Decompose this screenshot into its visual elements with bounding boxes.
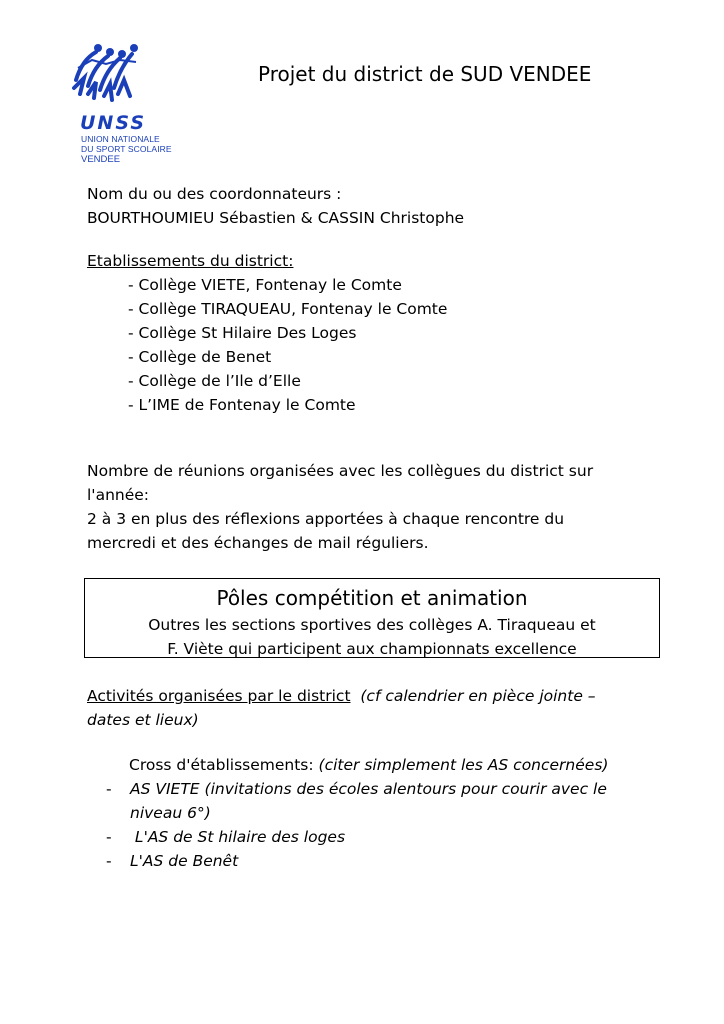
poles-line-1: Outres les sections sportives des collèges A. Tiraqueau et xyxy=(148,616,596,634)
runners-icon xyxy=(66,30,146,102)
cross-label: Cross d'établissements: xyxy=(129,756,314,774)
activities-line-1 xyxy=(87,684,647,708)
document-title: Projet du district de SUD VENDEE xyxy=(258,62,592,86)
list-item: - Collège St Hilaire Des Loges xyxy=(128,324,357,342)
logo-region: VENDEE xyxy=(81,154,121,165)
establishments-section xyxy=(87,249,447,417)
list-item xyxy=(87,777,630,825)
cross-heading xyxy=(87,753,630,777)
list-item: - Collège de l’Ile d’Elle xyxy=(128,372,301,390)
logo-acronym: UNSS xyxy=(80,112,147,134)
cross-item-line-1: L'AS de Benêt xyxy=(130,852,239,870)
establishments-list xyxy=(87,273,447,417)
activities-section xyxy=(87,684,647,732)
logo-line-1: UNION NATIONALE xyxy=(81,134,160,144)
list-item: - Collège TIRAQUEAU, Fontenay le Comte xyxy=(128,300,448,318)
poles-line-2: F. Viète qui participent aux championnats excellence xyxy=(167,640,577,658)
list-item: - Collège de Benet xyxy=(128,348,272,366)
coordinators-section xyxy=(87,182,464,230)
cross-note: (citer simplement les AS concernées) xyxy=(318,756,609,774)
activities-note-line-2: dates et lieux) xyxy=(87,711,199,729)
list-dash: - xyxy=(106,828,112,846)
meetings-answer-line-1: 2 à 3 en plus des réflexions apportées à chaque rencontre du xyxy=(87,510,565,528)
poles-title: Pôles compétition et animation xyxy=(216,586,528,610)
poles-box xyxy=(84,578,660,658)
meetings-answer-line-2: mercredi et des échanges de mail réguliers. xyxy=(87,534,429,552)
coordinators-label: Nom du ou des coordonnateurs : xyxy=(87,185,342,203)
establishments-heading: Etablissements du district: xyxy=(87,252,294,270)
list-item: - L’IME de Fontenay le Comte xyxy=(128,396,356,414)
meetings-question-line-2: l'année: xyxy=(87,486,150,504)
logo-line-2: DU SPORT SCOLAIRE xyxy=(81,144,172,154)
cross-item-line-1: L'AS de St hilaire des loges xyxy=(130,828,346,846)
meetings-question-line-1: Nombre de réunions organisées avec les collègues du district sur xyxy=(87,462,594,480)
unss-logo xyxy=(66,30,172,170)
activities-note: (cf calendrier en pièce jointe – xyxy=(360,687,596,705)
list-item xyxy=(87,849,630,873)
list-dash: - xyxy=(106,780,112,798)
list-dash: - xyxy=(106,852,112,870)
activities-heading: Activités organisées par le district xyxy=(87,687,351,705)
coordinators-names: BOURTHOUMIEU Sébastien & CASSIN Christophe xyxy=(87,209,465,227)
cross-list xyxy=(87,777,630,873)
list-item xyxy=(87,825,630,849)
list-item: - Collège VIETE, Fontenay le Comte xyxy=(128,276,402,294)
meetings-section xyxy=(87,459,627,555)
cross-item-line-2: niveau 6°) xyxy=(130,804,211,822)
cross-item-line-1: AS VIETE (invitations des écoles alentours pour courir avec le xyxy=(130,780,607,798)
cross-section xyxy=(87,753,630,873)
